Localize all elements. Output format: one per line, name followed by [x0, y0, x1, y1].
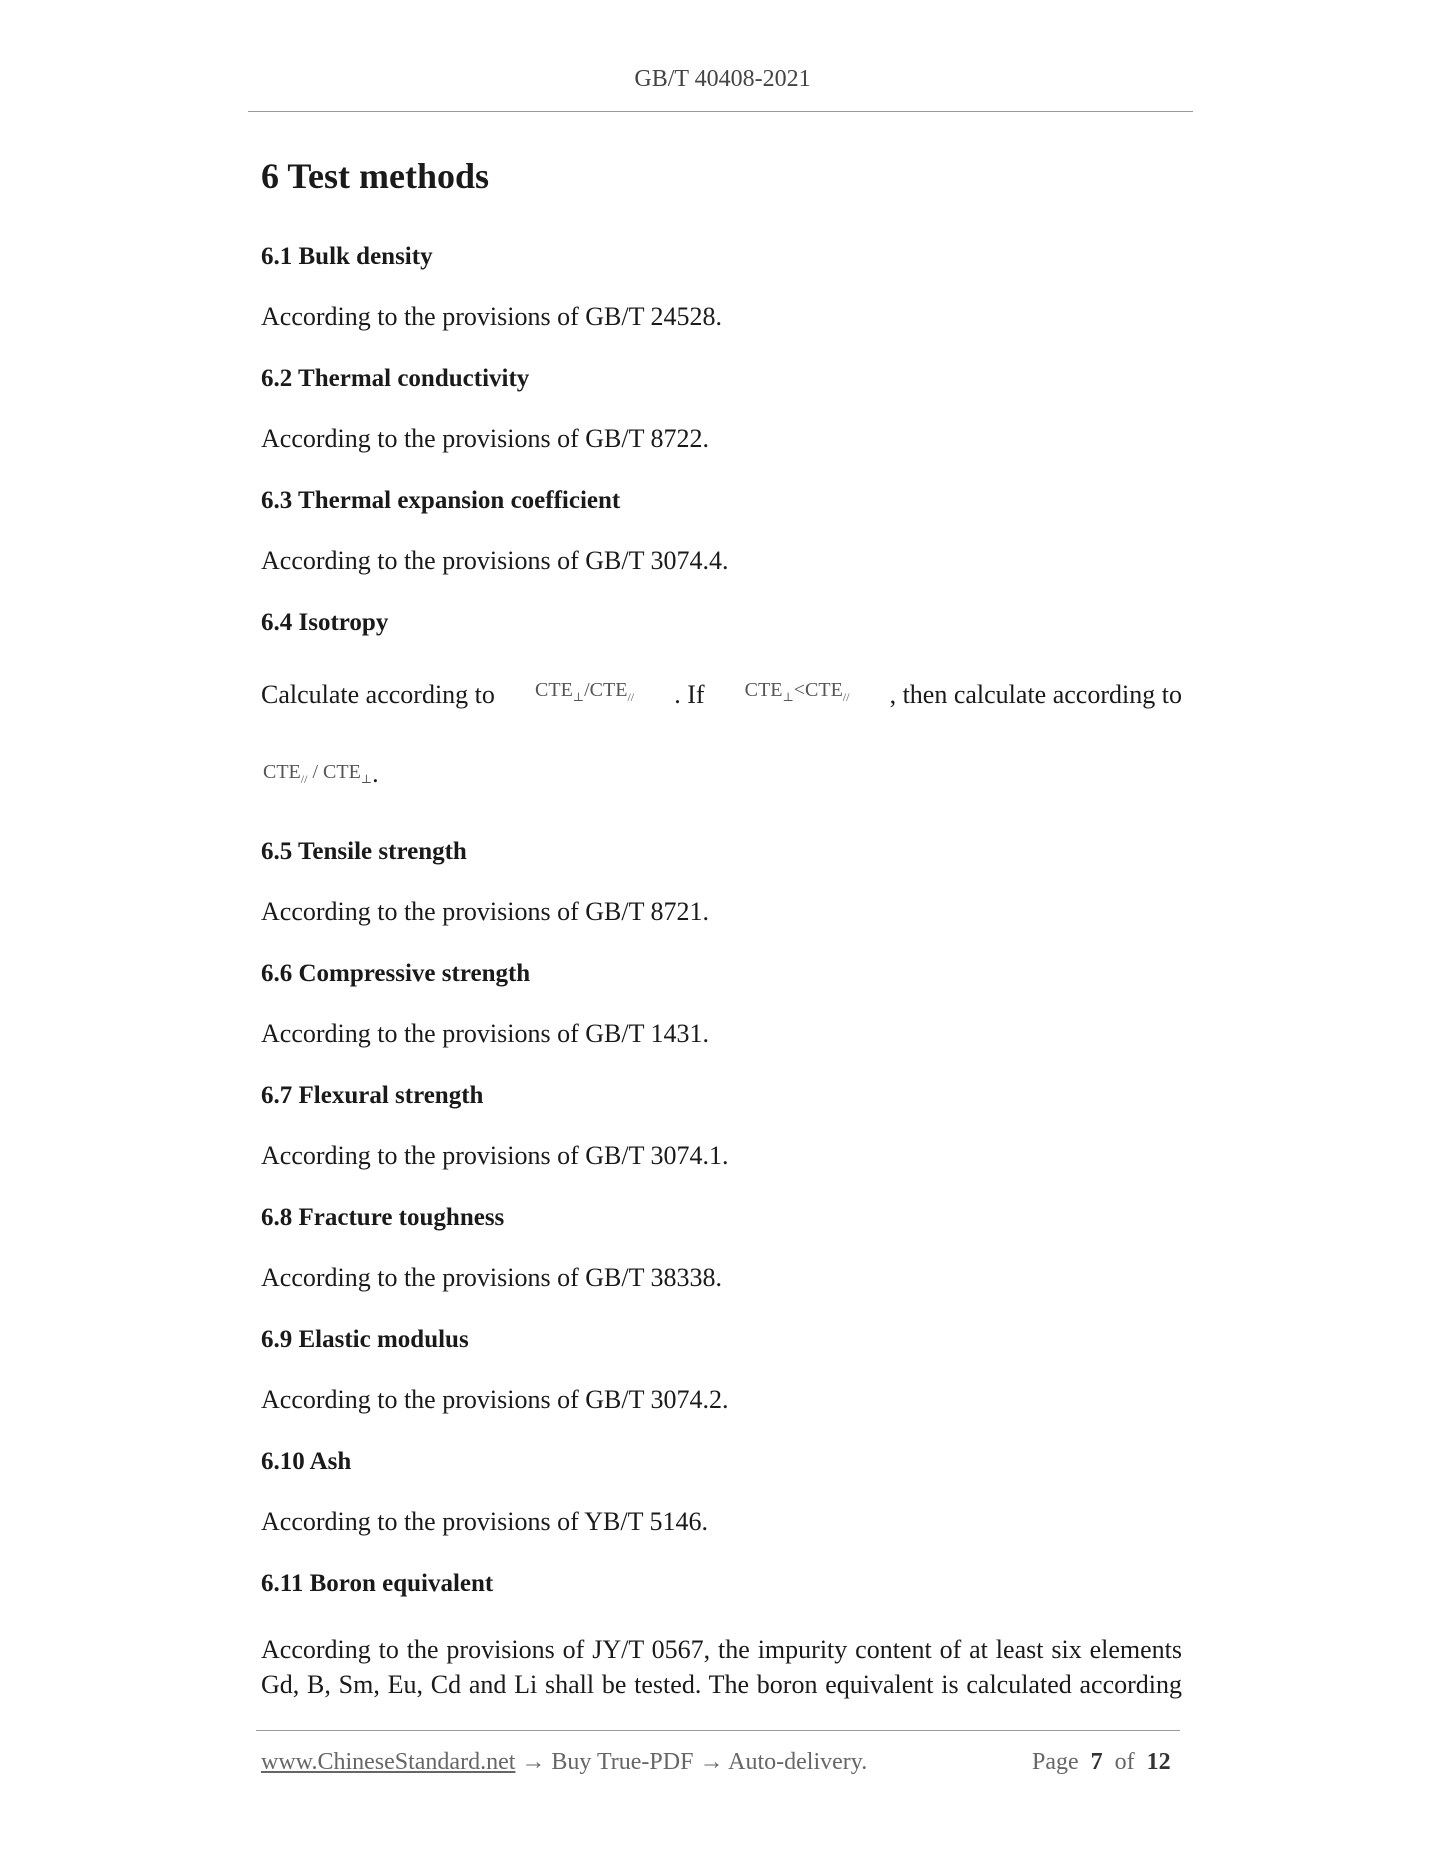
document-code-header: GB/T 40408-2021: [634, 66, 811, 92]
boron-text-line-1: According to the provisions of JY/T 0567, the impurity content of at least six elements: [261, 1635, 1182, 1664]
subsection-text-6-6: According to the provisions of GB/T 1431.: [261, 1019, 709, 1048]
of-label: of: [1114, 1749, 1135, 1775]
subsection-text-6-11: [261, 1632, 1182, 1702]
isotropy-then-text: , then calculate according to: [889, 680, 1182, 709]
subsection-heading-6-8: 6.8 Fracture toughness: [261, 1204, 505, 1231]
footer-promo: [261, 1749, 867, 1776]
isotropy-formula-line: [261, 680, 1182, 712]
auto-delivery-text: Auto-delivery.: [728, 1749, 868, 1775]
arrow-icon: →: [521, 1749, 546, 1775]
subsection-text-6-10: According to the provisions of YB/T 5146.: [261, 1507, 709, 1536]
subsection-text-6-3: According to the provisions of GB/T 3074.4.: [261, 546, 729, 575]
header-divider: [248, 111, 1193, 112]
formula-cte-par-over-perp: $CTE_{//} / CTE_\perp$.: [263, 759, 379, 788]
subsection-heading-6-5: 6.5 Tensile strength: [261, 838, 467, 865]
section-title: 6 Test methods: [261, 156, 490, 196]
subsection-heading-6-1: 6.1 Bulk density: [261, 243, 433, 270]
subsection-text-6-2: According to the provisions of GB/T 8722.: [261, 424, 709, 453]
subsection-heading-6-7: 6.7 Flexural strength: [261, 1082, 484, 1109]
footer-divider: [256, 1730, 1180, 1731]
total-pages-number: 12: [1146, 1749, 1171, 1775]
page-indicator: [1032, 1749, 1171, 1776]
arrow-icon: →: [699, 1749, 724, 1775]
subsection-heading-6-3: 6.3 Thermal expansion coefficient: [261, 487, 621, 514]
subsection-heading-6-2: 6.2 Thermal conductivity: [261, 365, 530, 392]
subsection-text-6-5: According to the provisions of GB/T 8721.: [261, 897, 709, 926]
buy-pdf-link[interactable]: Buy True-PDF: [551, 1749, 694, 1775]
page-label: Page: [1032, 1749, 1079, 1775]
subsection-text-6-7: According to the provisions of GB/T 3074.1.: [261, 1141, 729, 1170]
subsection-text-6-8: According to the provisions of GB/T 38338.: [261, 1263, 722, 1292]
subsection-heading-6-4: 6.4 Isotropy: [261, 609, 389, 636]
subsection-heading-6-10: 6.10 Ash: [261, 1448, 352, 1475]
current-page-number: 7: [1090, 1749, 1103, 1775]
formula-cte-perp-less-par: $CTE_\perp<CTE_{//}$: [744, 679, 850, 704]
isotropy-if-text: . If: [674, 680, 705, 709]
subsection-heading-6-6: 6.6 Compressive strength: [261, 960, 531, 987]
subsection-heading-6-9: 6.9 Elastic modulus: [261, 1326, 469, 1353]
subsection-heading-6-11: 6.11 Boron equivalent: [261, 1570, 494, 1597]
formula-cte-perp-over-par: $CTE_\perp/CTE_{//}$: [535, 679, 635, 704]
subsection-text-6-1: According to the provisions of GB/T 24528.: [261, 302, 722, 331]
formula-end-period: .: [372, 759, 379, 788]
isotropy-intro-text: Calculate according to: [261, 680, 495, 709]
boron-text-line-2: Gd, B, Sm, Eu, Cd and Li shall be tested. The boron equivalent is calculated according: [261, 1670, 1182, 1699]
site-link[interactable]: www.ChineseStandard.net: [261, 1749, 516, 1775]
subsection-text-6-9: According to the provisions of GB/T 3074.2.: [261, 1385, 729, 1414]
